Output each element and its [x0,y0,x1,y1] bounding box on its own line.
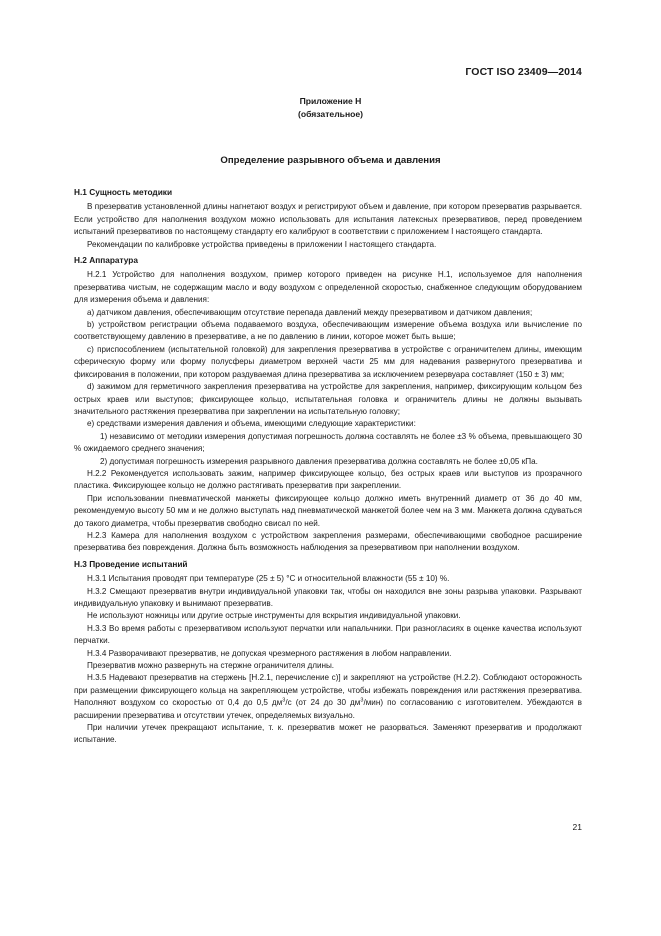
text-run: /с (от 24 до 30 дм [285,698,361,708]
paragraph: Н.3.3 Во время работы с презервативом используют перчатки или напальчники. При разногласиях в оценке качества используют перчатки. [74,623,582,646]
paragraph: Н.3.4 Разворачивают презерватив, не допуская чрезмерного растяжения в любом направлении. [87,648,452,658]
list-item: a) датчиком давления, обеспечивающим отсутствие перепада давлений между презервативом и датчиком давления; [87,307,533,317]
paragraph: Не используют ножницы или другие острые инструменты для вскрытия индивидуальной упаковки. [87,611,461,621]
superscript: 3 [282,697,286,704]
annex-title: Приложение Н [299,96,362,106]
paragraph: Рекомендации по калибровке устройства приведены в приложении I настоящего стандарта. [87,239,437,249]
list-item: b) устройством регистрации объема подаваемого воздуха, обеспечивающим измерение объема воздуха или вычисление по соответствующему давлению в презервативе, а не по давлению в линии, которое может быть выше; [74,320,582,342]
paragraph [74,672,582,722]
paragraph: Н.2.1 Устройство для наполнения воздухом, пример которого приведен на рисунке Н.1, используемое для наполнения презерватива чистым, не содержащим масло и воду воздухом с определенной скоростью, снабженное следующим оборудованием для измерения объема и давления: [74,270,582,305]
paragraph: Н.3.2 Смещают презерватив внутри индивидуальной упаковки так, чтобы он находился вне зоны разрыва упаковки. Разрывают индивидуальную упаковку и вынимают презерватив. [74,586,582,608]
sub-list-item: 1) независимо от методики измерения допустимая погрешность должна составлять не более ±3 % объема, превышающего 30 % ожидаемого среднего значения; [74,431,582,454]
paragraph: В презерватив установленной длины нагнетают воздух и регистрируют объем и давление, при котором презерватив разрывается. Если устройство для наполнения воздухом можно использовать для испытания латексных презервативов, перед проведением испытаний презервативов по настоящему стандарту его калибруют в соответствии с приложением I настоящего стандарта. [74,202,582,237]
list-item: d) зажимом для герметичного закрепления презерватива на устройстве для закрепления, например, фиксирующим кольцом без острых краев или выступов; фиксирующее кольцо, испытательная головка и ограничитель длины не должны вызывать значительного растяжения презерватива при закреплении на испытательную головку; [74,382,582,416]
paragraph: При наличии утечек прекращают испытание, т. к. презерватив может не разорваться. Заменяют презерватив и продолжают испытание. [74,723,582,745]
document-title: Определение разрывного объема и давления [220,155,441,166]
standard-code: ГОСТ ISO 23409—2014 [465,66,582,78]
text-run: /мин) по согласованию с изготовителем. Убеждаются в расширении презерватива и отсутствии утечек, определяемых визуально. [74,698,583,720]
text-run: Н.3.5 Надевают презерватив на стержень [Н.2.1, перечисление c)] и закрепляют на устройстве (Н.2.2). Соблюдают осторожность при размещении фиксирующего кольца на закрепляющем устройстве, чтобы избежать повреждения или растяжения презерватива. Наполняют воздухом со скоростью от 0,4 до 0,5 дм [74,673,582,708]
sub-list-item: 2) допустимая погрешность измерения разрывного давления презерватива должна составлять не более ±0,05 кПа. [100,456,538,466]
paragraph: Н.2.2 Рекомендуется использовать зажим, например фиксирующее кольцо, без острых краев или выступов из прозрачного пластика. Фиксирующее кольцо не должно растягивать презерватив при закреплении. [74,468,582,491]
paragraph: Презерватив можно развернуть на стержне ограничителя длины. [87,661,335,671]
paragraph: Н.3.1 Испытания проводят при температуре (25 ± 5) °С и относительной влажности (55 ± 10) %. [87,574,450,584]
page-number: 21 [572,822,582,832]
annex-status: (обязательное) [297,109,364,119]
superscript: 3 [360,697,364,704]
section-heading-h3: Н.3 Проведение испытаний [74,558,188,569]
paragraph: Н.2.3 Камера для наполнения воздухом с устройством закрепления размерами, обеспечивающими свободное расширение презерватива без повреждения. Должна быть возможность наблюдения за презервативом при наполнении воздухом. [74,530,582,553]
paragraph: При использовании пневматической манжеты фиксирующее кольцо должно иметь внутренний диаметр от 36 до 40 мм, рекомендуемую высоту 50 мм и не должно выступать над пневматической манжетой более чем на 3 мм. Манжета должна сдуваться до такого диаметра, чтобы презерватив свободно свисал по ней. [74,493,582,528]
list-item: e) средствами измерения давления и объема, имеющими следующие характеристики: [87,419,416,429]
list-item: c) приспособлением (испытательной головкой) для закрепления презерватива в устройстве с ограничителем длины, имеющим сферическую форму или форму полусферы диаметром верхней части 25 мм для надевания развернутого презерватива и фиксирования в положении, при котором раздуваемая длина презерватива за исключением резервуара составляет (150 ± 3) мм; [74,344,582,379]
section-heading-h1: Н.1 Сущность методики [74,187,173,197]
document-body [74,183,582,747]
section-heading-h2: Н.2 Аппаратура [74,255,138,266]
